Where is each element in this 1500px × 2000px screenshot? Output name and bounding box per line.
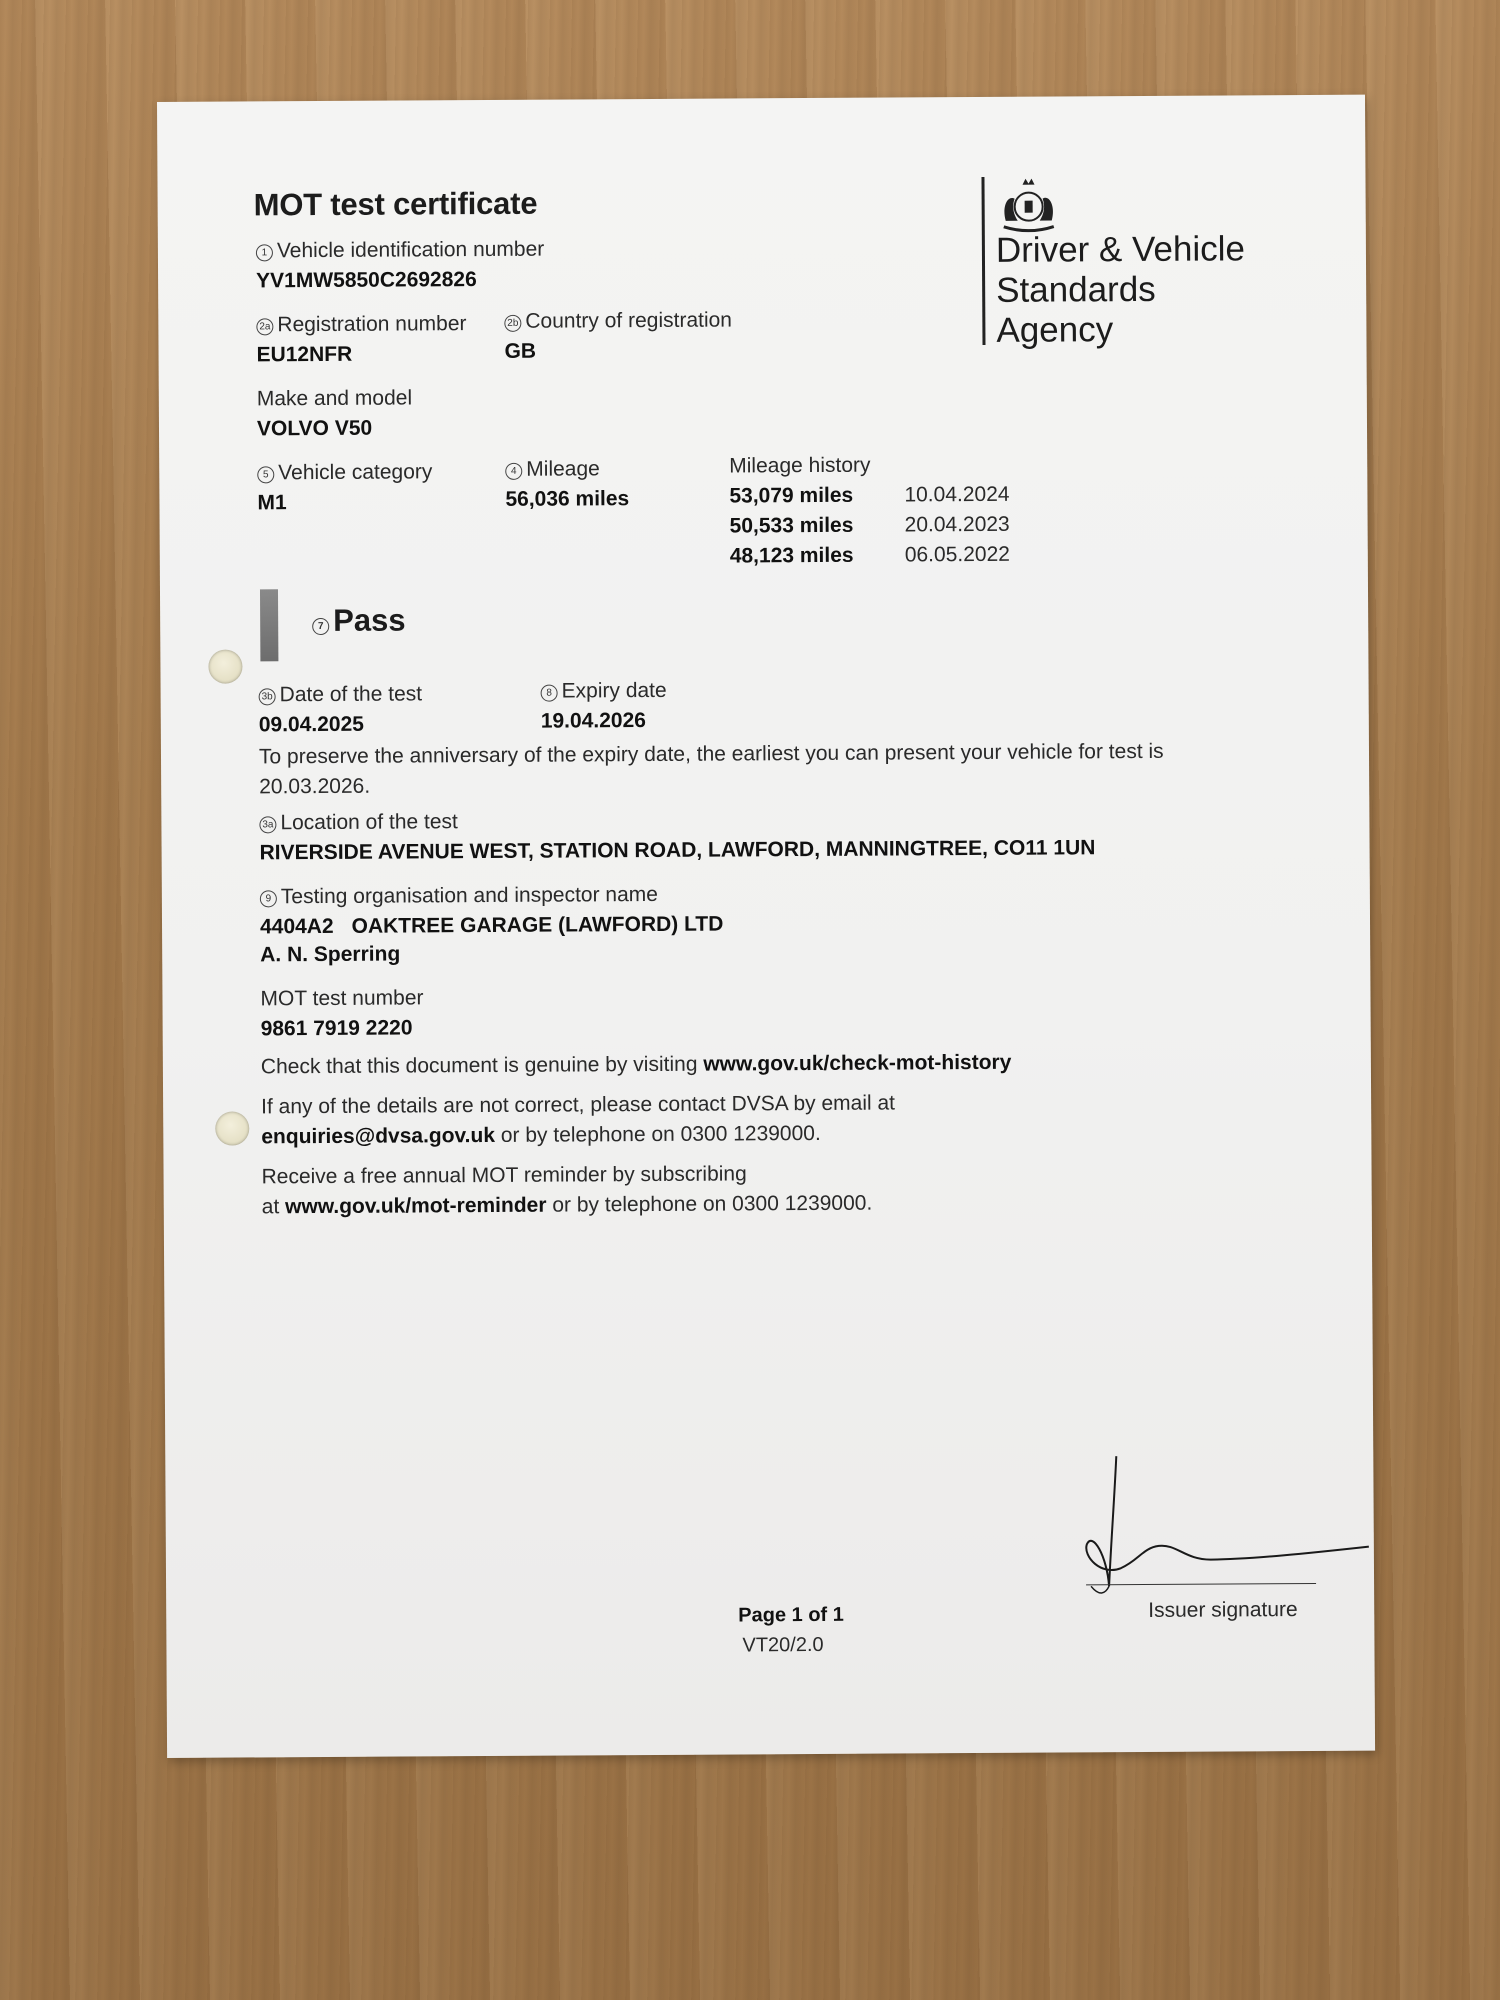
organisation-value: [260, 913, 723, 940]
registration-label: 2a Registration number: [256, 312, 466, 337]
make-model-value: VOLVO V50: [256, 416, 373, 441]
make-model-label: Make and model: [256, 386, 413, 411]
field-number-icon: 7: [312, 618, 329, 635]
field-number-icon: 2b: [504, 315, 521, 332]
country-value: GB: [504, 339, 537, 363]
mileage-history-date: 06.05.2022: [904, 542, 1010, 567]
check-mot-history-link[interactable]: www.gov.uk/check-mot-history: [703, 1050, 1012, 1076]
earliest-test-date: 20.03.2026.: [259, 774, 371, 799]
anniversary-note: To preserve the anniversary of the expiry date, the earliest you can present your vehicle for test is: [258, 739, 1164, 769]
vin-value: YV1MW5850C2692826: [256, 268, 477, 293]
organisation-name: OAKTREE GARAGE (LAWFORD) LTD: [351, 912, 724, 938]
crest-icon: [995, 176, 1061, 237]
field-number-icon: 2a: [256, 318, 273, 335]
registration-value: EU12NFR: [256, 342, 353, 367]
field-number-icon: 9: [260, 890, 277, 907]
mileage-value: 56,036 miles: [505, 487, 630, 511]
field-number-icon: 1: [256, 244, 273, 261]
mileage-label: 4 Mileage: [505, 457, 600, 482]
field-number-icon: 3b: [259, 688, 276, 705]
mileage-history-date: 20.04.2023: [904, 512, 1010, 537]
country-label: 2b Country of registration: [504, 308, 732, 333]
form-code: VT20/2.0: [742, 1633, 824, 1657]
genuine-check: Check that this document is genuine by visiting www.gov.uk/check-mot-history: [260, 1050, 1012, 1079]
expiry-date-value: 19.04.2026: [540, 709, 646, 733]
field-number-icon: 3a: [259, 816, 276, 833]
reminder-line-1: Receive a free annual MOT reminder by subscribing: [261, 1162, 747, 1189]
category-label: 5 Vehicle category: [257, 460, 432, 485]
field-number-icon: 4: [505, 463, 522, 480]
page-number: Page 1 of 1: [738, 1603, 844, 1627]
field-number-icon: 5: [257, 466, 274, 483]
mileage-history-miles: 48,123 miles: [729, 543, 854, 568]
organisation-code: 4404A2: [259, 914, 334, 939]
test-number-value: 9861 7919 2220: [260, 1016, 413, 1041]
test-date-label: 3b Date of the test: [259, 682, 423, 707]
page-title: MOT test certificate: [253, 185, 538, 223]
mot-reminder-link[interactable]: www.gov.uk/mot-reminder: [285, 1193, 547, 1219]
mileage-history-miles: 50,533 miles: [729, 513, 854, 538]
mileage-history-label: Mileage history: [729, 453, 871, 478]
agency-line-3: Agency: [996, 310, 1114, 350]
inspector-name: A. N. Sperring: [260, 942, 401, 967]
signature-label: Issuer signature: [1148, 1598, 1298, 1622]
contact-line-2: enquiries@dvsa.gov.uk or by telephone on 0300 1239000.: [261, 1121, 821, 1149]
reminder-line-2: at www.gov.uk/mot-reminder or by telephone on 0300 1239000.: [261, 1191, 873, 1219]
dvsa-email-link[interactable]: enquiries@dvsa.gov.uk: [261, 1123, 496, 1149]
result-marker: [260, 589, 278, 661]
category-value: M1: [257, 491, 287, 515]
agency-divider: [981, 177, 985, 345]
location-label: 3a Location of the test: [259, 810, 458, 835]
test-date-value: 09.04.2025: [258, 712, 364, 737]
punch-hole: [215, 1111, 249, 1145]
agency-line-1: Driver & Vehicle: [995, 229, 1246, 270]
mot-certificate-page: [157, 95, 1375, 1758]
field-number-icon: 8: [541, 685, 558, 702]
punch-hole: [208, 649, 242, 683]
test-number-label: MOT test number: [260, 986, 424, 1011]
agency-name: [996, 229, 1246, 351]
mileage-history-miles: 53,079 miles: [729, 483, 854, 508]
expiry-date-label: 8 Expiry date: [541, 679, 667, 704]
location-value: RIVERSIDE AVENUE WEST, STATION ROAD, LAWFORD, MANNINGTREE, CO11 1UN: [259, 836, 1096, 865]
organisation-label: 9 Testing organisation and inspector name: [260, 883, 658, 909]
test-result: 7 Pass: [312, 602, 406, 639]
agency-line-2: Standards: [996, 269, 1156, 310]
vin-label: 1 Vehicle identification number: [256, 238, 544, 264]
mileage-history-date: 10.04.2024: [904, 482, 1010, 507]
contact-line-1: If any of the details are not correct, please contact DVSA by email at: [261, 1091, 896, 1119]
